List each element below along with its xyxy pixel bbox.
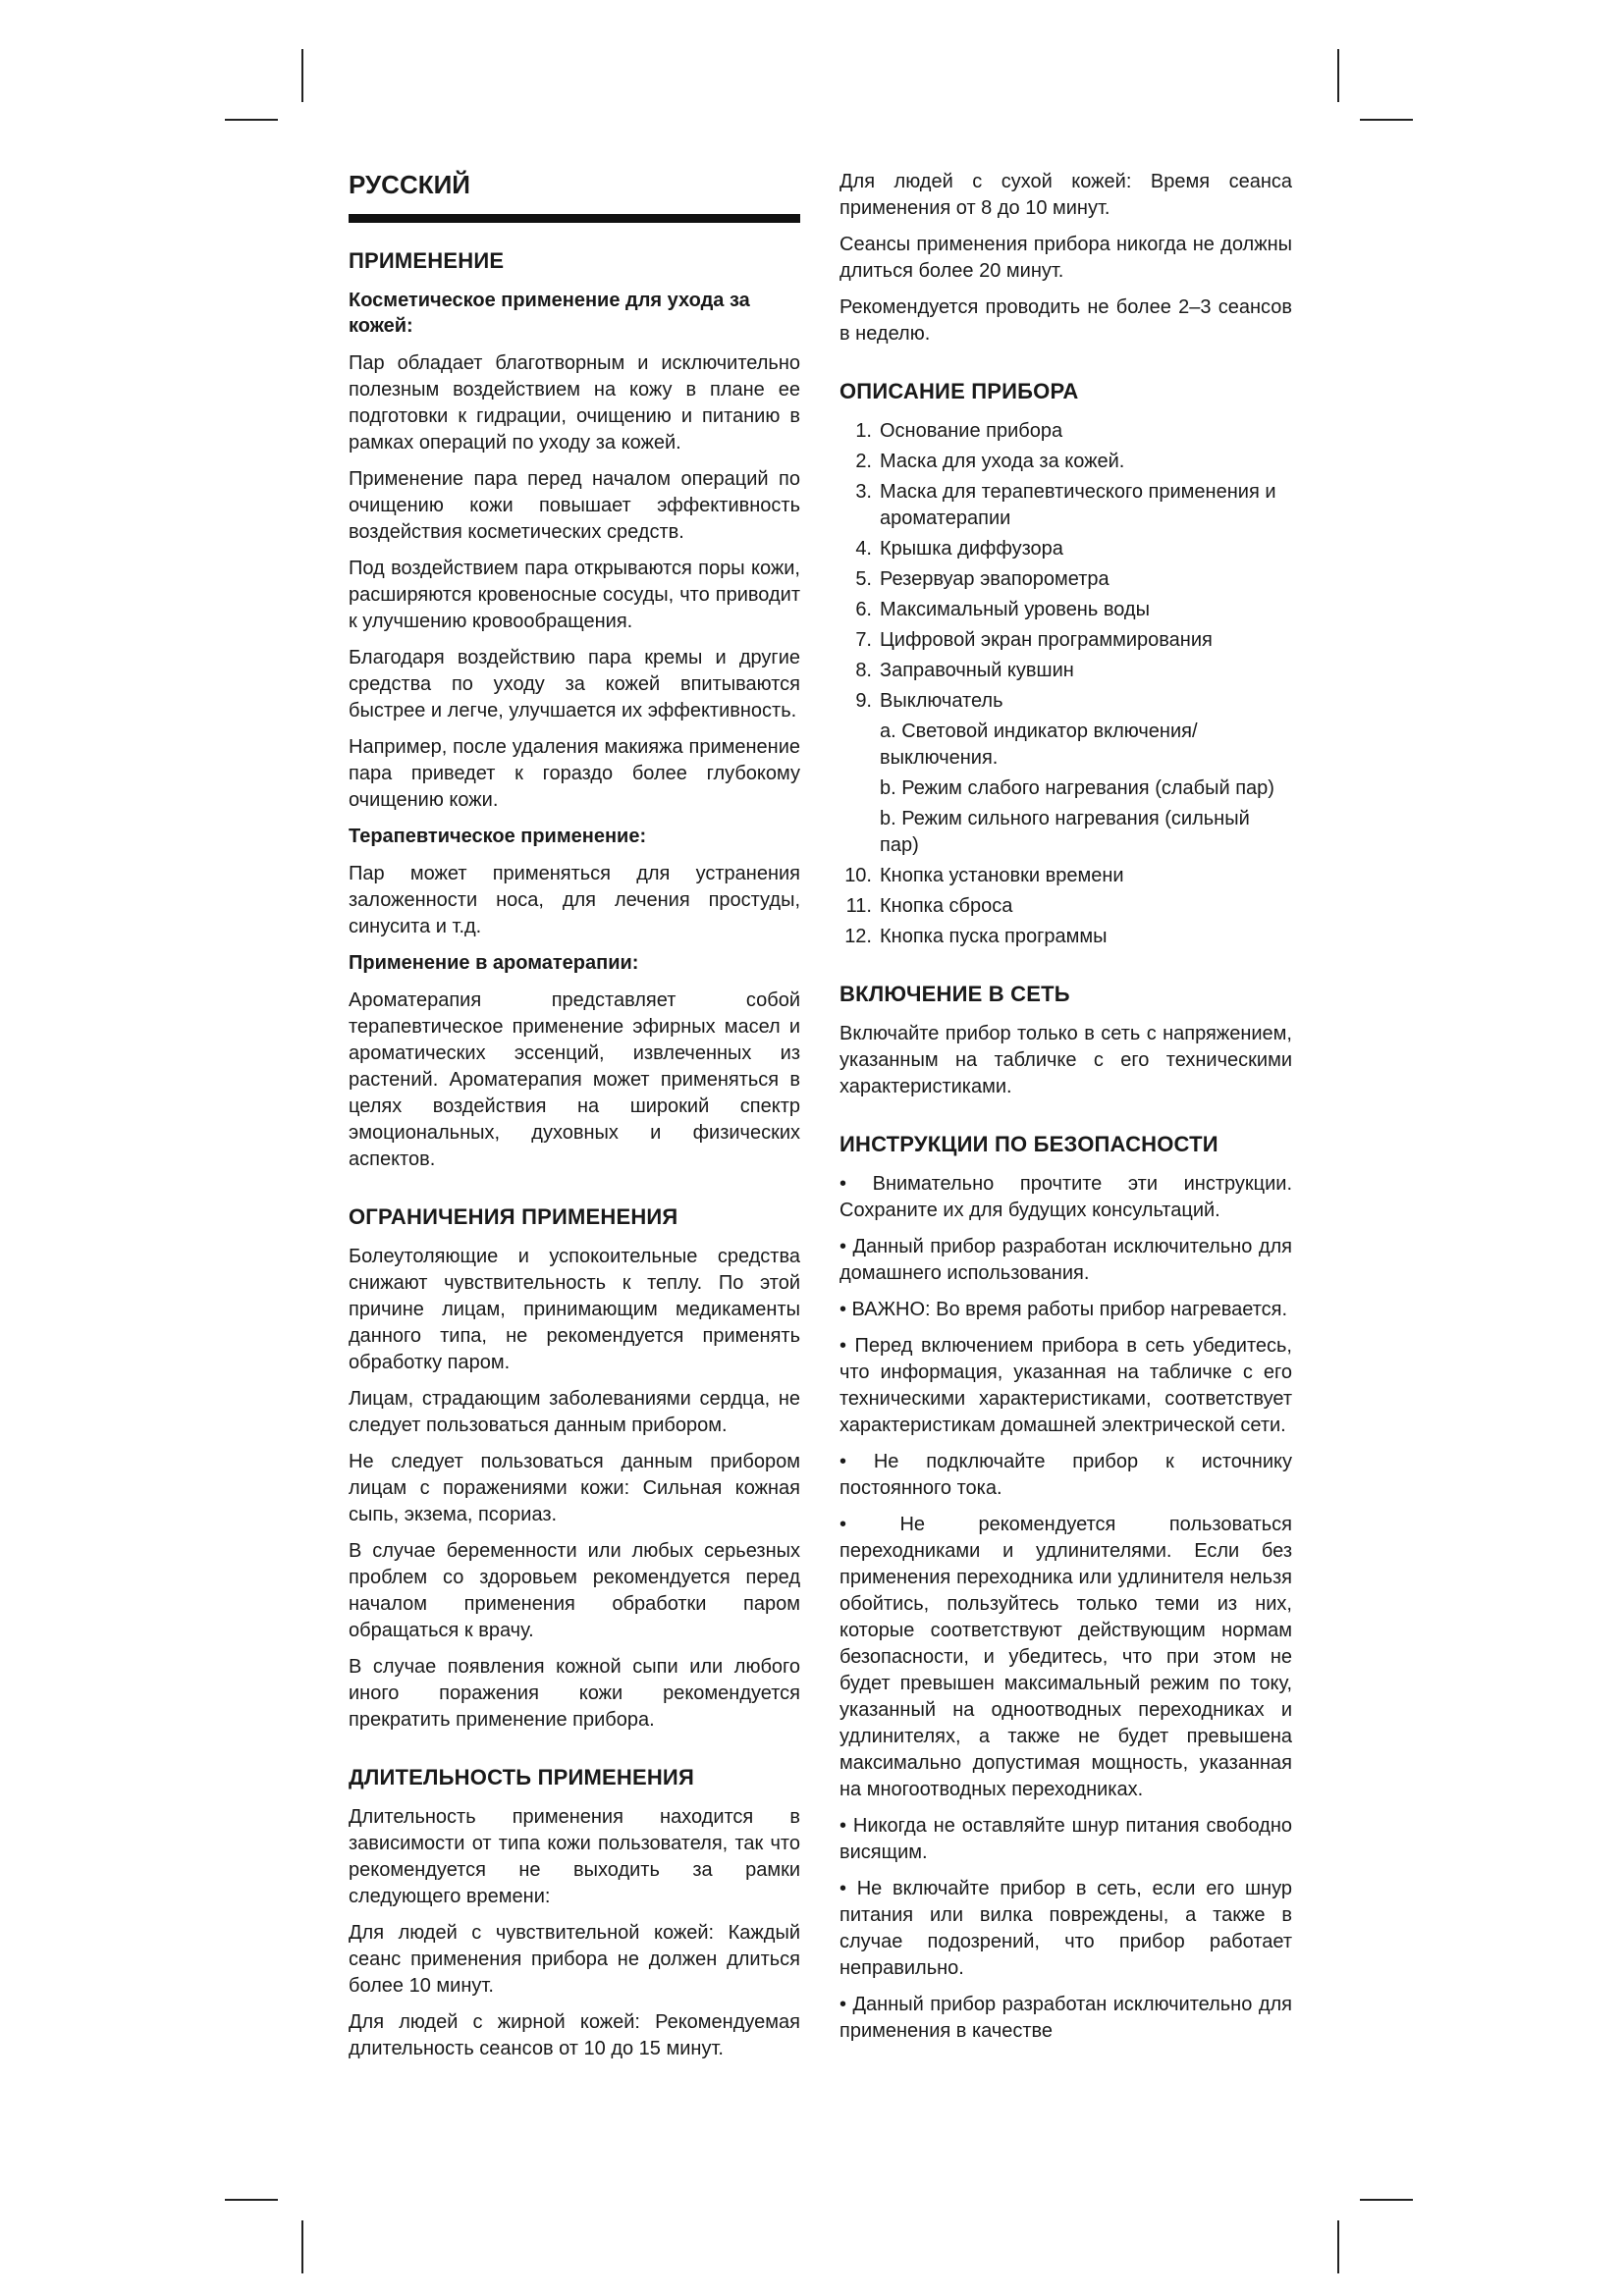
- right-column: [839, 169, 1292, 2055]
- list-item: 10. Кнопка установки времени: [844, 865, 1124, 886]
- application-section: [349, 248, 800, 1173]
- crop-mark-top-right-h: [1360, 119, 1413, 121]
- restrictions-paragraph: В случае беременности или любых серьезных проблем со здоровьем рекомендуется перед началом применения обработки паром обращаться к врачу.: [349, 1540, 800, 1641]
- safety-bullet: • ВАЖНО: Во время работы прибор нагревается.: [839, 1299, 1288, 1320]
- list-item: 2. Маска для ухода за кожей.: [855, 451, 1125, 472]
- duration-paragraph: Для людей с чувствительной кожей: Каждый сеанс применения прибора не должен длиться более 10 минут.: [349, 1922, 800, 1997]
- list-item: 8. Заправочный кувшин: [855, 660, 1074, 681]
- left-column: [349, 169, 800, 2072]
- safety-bullet: • Данный прибор разработан исключительно для домашнего использования.: [839, 1236, 1292, 1284]
- safety-heading: ИНСТРУКЦИИ ПО БЕЗОПАСНОСТИ: [839, 1132, 1218, 1156]
- safety-bullet: • Никогда не оставляйте шнур питания свободно висящим.: [839, 1815, 1292, 1863]
- power-heading: ВКЛЮЧЕНИЕ В СЕТЬ: [839, 982, 1070, 1006]
- safety-section: [839, 1132, 1292, 2045]
- aroma-subheading: Применение в ароматерапии:: [349, 952, 639, 974]
- duration-continued: [839, 169, 1292, 347]
- description-heading: ОПИСАНИЕ ПРИБОРА: [839, 379, 1079, 403]
- crop-mark-top-left-h: [225, 119, 278, 121]
- duration-section: [349, 1765, 800, 2062]
- parts-list: [839, 418, 1292, 950]
- application-paragraph: Благодаря воздействию пара кремы и другие средства по уходу за кожей впитываются быстрее и легче, улучшается их эффективность.: [349, 647, 800, 721]
- safety-bullet: • Внимательно прочтите эти инструкции. Сохраните их для будущих консультаций.: [839, 1173, 1292, 1221]
- crop-mark-top-left-v: [301, 49, 303, 102]
- list-item: 5. Резервуар эвапорометра: [855, 568, 1110, 590]
- restrictions-paragraph: Болеутоляющие и успокоительные средства снижают чувствительность к теплу. По этой причине лицам, принимающим медикаменты данного типа, не рекомендуется применять обработку паром.: [349, 1246, 800, 1373]
- safety-bullet: • Не подключайте прибор к источнику постоянного тока.: [839, 1451, 1292, 1499]
- application-paragraph: Применение пара перед началом операций по очищению кожи повышает эффективность воздействия косметических средств.: [349, 468, 800, 543]
- restrictions-heading: ОГРАНИЧЕНИЯ ПРИМЕНЕНИЯ: [349, 1204, 678, 1229]
- list-item: 9. Выключатель: [855, 690, 1003, 712]
- duration-paragraph: Сеансы применения прибора никогда не должны длиться более 20 минут.: [839, 234, 1292, 282]
- application-paragraph: Пар обладает благотворным и исключительно полезным воздействием на кожу в плане ее подготовки к гидрации, очищению и питанию в рамках операций по уходу за кожей.: [349, 352, 800, 454]
- list-subitem: b. Режим слабого нагревания (слабый пар): [880, 777, 1274, 799]
- duration-paragraph: Для людей с жирной кожей: Рекомендуемая длительность сеансов от 10 до 15 минут.: [349, 2011, 800, 2059]
- aroma-paragraph: Ароматерапия представляет собой терапевтическое применение эфирных масел и ароматических эссенций, извлеченных из растений. Ароматерапия может применяться в целях воздействия на широкий спектр эмоциональных, духовных и физических аспектов.: [349, 989, 800, 1170]
- safety-bullet: • Перед включением прибора в сеть убедитесь, что информация, указанная на табличке с его техническими характеристиками, соответствует характеристикам домашней электрической сети.: [839, 1335, 1292, 1436]
- safety-bullet: • Не включайте прибор в сеть, если его шнур питания или вилка повреждены, а также в случае подозрений, что прибор работает неправильно.: [839, 1878, 1292, 1979]
- list-item: 6. Максимальный уровень воды: [855, 599, 1150, 620]
- crop-mark-bottom-left-v: [301, 2220, 303, 2273]
- description-section: [839, 379, 1292, 950]
- safety-bullet: • Не рекомендуется пользоваться переходниками и удлинителями. Если без применения переходника или удлинителя нельзя обойтись, пользуйтесь только теми из них, которые соответствуют действующим нормам безопасности, и убедитесь, что при этом не будет превышен максимальный режим по току, указанный на одноотводных переходниках и удлинителях, а также не будет превышена максимально допустимая мощность, указанная на многоотводных переходниках.: [839, 1514, 1292, 1800]
- list-subitem: a. Световой индикатор включения/ выключения.: [880, 721, 1198, 769]
- crop-mark-bottom-left-h: [225, 2199, 278, 2201]
- safety-bullet: • Данный прибор разработан исключительно для применения в качестве: [839, 1994, 1292, 2042]
- crop-mark-bottom-right-v: [1337, 2220, 1339, 2273]
- list-subitem: b. Режим сильного нагревания (сильный пар): [880, 808, 1250, 856]
- restrictions-paragraph: Лицам, страдающим заболеваниями сердца, не следует пользоваться данным прибором.: [349, 1388, 800, 1436]
- application-heading: ПРИМЕНЕНИЕ: [349, 248, 505, 273]
- crop-mark-bottom-right-h: [1360, 2199, 1413, 2201]
- therapeutic-subheading: Терапевтическое применение:: [349, 826, 647, 847]
- duration-heading: ДЛИТЕЛЬНОСТЬ ПРИМЕНЕНИЯ: [349, 1765, 694, 1789]
- restrictions-paragraph: Не следует пользоваться данным прибором лицам с поражениями кожи: Сильная кожная сыпь, экзема, псориаз.: [349, 1451, 800, 1525]
- power-paragraph: Включайте прибор только в сеть с напряжением, указанным на табличке с его техническими характеристиками.: [839, 1023, 1292, 1097]
- cosmetic-subheading: Косметическое применение для ухода за кожей:: [349, 290, 750, 337]
- language-title: РУССКИЙ: [349, 170, 470, 199]
- restrictions-section: [349, 1204, 800, 1734]
- application-paragraph: Например, после удаления макияжа применение пара приведет к гораздо более глубокому очищению кожи.: [349, 736, 800, 811]
- list-item: 3. Маска для терапевтического применения и ароматерапии: [855, 481, 1276, 529]
- restrictions-paragraph: В случае появления кожной сыпи или любого иного поражения кожи рекомендуется прекратить применение прибора.: [349, 1656, 800, 1731]
- power-section: [839, 982, 1292, 1100]
- duration-paragraph: Рекомендуется проводить не более 2–3 сеансов в неделю.: [839, 296, 1292, 345]
- application-paragraph: Под воздействием пара открываются поры кожи, расширяются кровеносные сосуды, что приводит к улучшению кровообращения.: [349, 558, 800, 632]
- list-item: 12. Кнопка пуска программы: [844, 926, 1108, 947]
- list-item: 7. Цифровой экран программирования: [855, 629, 1213, 651]
- therapeutic-paragraph: Пар может применяться для устранения заложенности носа, для лечения простуды, синусита и т.д.: [349, 863, 800, 937]
- duration-paragraph: Для людей с сухой кожей: Время сеанса применения от 8 до 10 минут.: [839, 171, 1292, 219]
- list-item: 11. Кнопка сброса: [845, 895, 1013, 917]
- list-item: 4. Крышка диффузора: [855, 538, 1063, 560]
- crop-mark-top-right-v: [1337, 49, 1339, 102]
- language-rule: [349, 214, 800, 223]
- duration-paragraph: Длительность применения находится в зависимости от типа кожи пользователя, так что рекомендуется не выходить за рамки следующего времени:: [349, 1806, 800, 1907]
- list-item: 1. Основание прибора: [855, 420, 1063, 442]
